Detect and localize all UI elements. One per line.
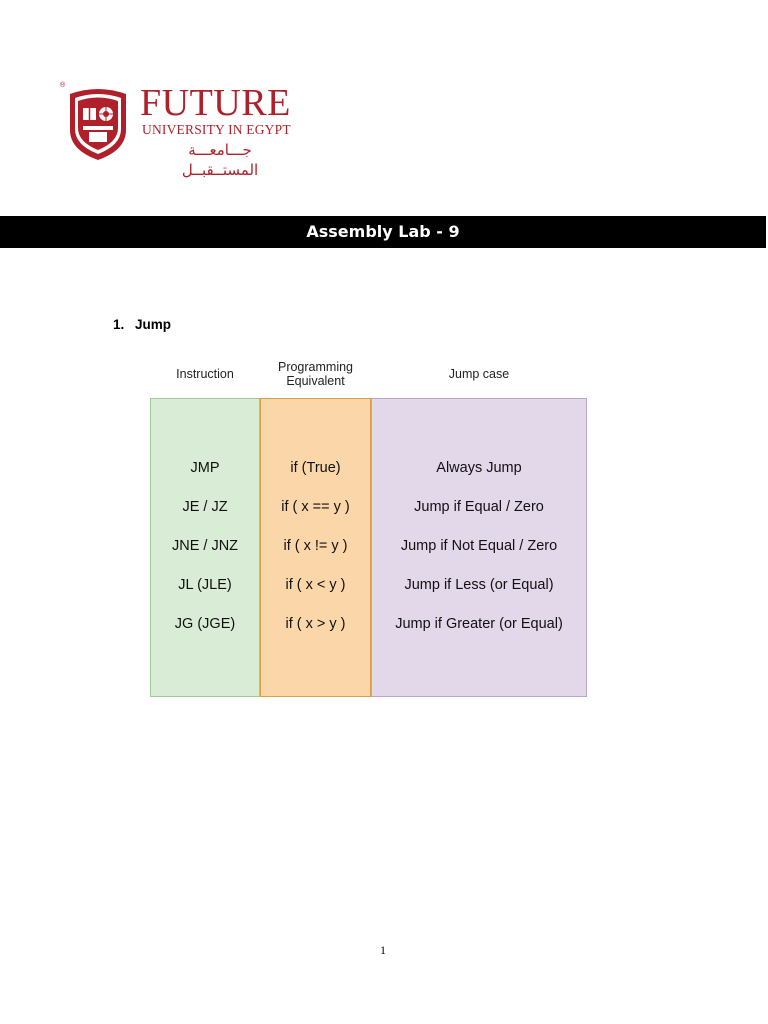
cell-equivalent: if ( x == y ) xyxy=(281,499,350,515)
logo-arabic-name: جـــامعـــة المستــقبــل xyxy=(181,141,259,179)
header-programming-equivalent xyxy=(260,350,371,398)
registered-mark: ® xyxy=(60,82,66,89)
cell-equivalent: if ( x > y ) xyxy=(285,616,346,632)
cell-equivalent: if ( x != y ) xyxy=(283,538,348,554)
header-instruction: Instruction xyxy=(176,367,234,381)
cell-jump-case: Jump if Greater (or Equal) xyxy=(395,616,563,632)
cell-jump-case: Jump if Less (or Equal) xyxy=(404,577,554,593)
header-programming-equivalent-label: Programming Equivalent xyxy=(277,360,354,388)
section-heading xyxy=(113,317,171,332)
cell-instruction: JG (JGE) xyxy=(174,616,236,632)
cell-instruction: JMP xyxy=(190,460,220,476)
crest-icon xyxy=(64,86,132,162)
cell-equivalent: if ( x < y ) xyxy=(285,577,346,593)
title-banner: Assembly Lab - 9 xyxy=(0,216,766,248)
cell-equivalent: if (True) xyxy=(290,460,341,476)
section-title: Jump xyxy=(135,317,172,332)
section-number: 1. xyxy=(113,317,125,332)
jump-table-figure xyxy=(122,350,607,720)
header-jump-case: Jump case xyxy=(448,367,510,381)
cell-instruction: JNE / JNZ xyxy=(171,538,239,554)
logo-subtitle: UNIVERSITY IN EGYPT xyxy=(142,122,291,137)
page-number: 1 xyxy=(380,943,386,957)
cell-instruction: JE / JZ xyxy=(182,499,228,515)
logo-name: FUTURE xyxy=(140,82,291,124)
cell-jump-case: Jump if Equal / Zero xyxy=(414,499,544,515)
cell-jump-case: Jump if Not Equal / Zero xyxy=(400,538,558,554)
cell-instruction: JL (JLE) xyxy=(178,577,232,593)
cell-jump-case: Always Jump xyxy=(436,460,522,476)
university-logo xyxy=(60,82,300,179)
